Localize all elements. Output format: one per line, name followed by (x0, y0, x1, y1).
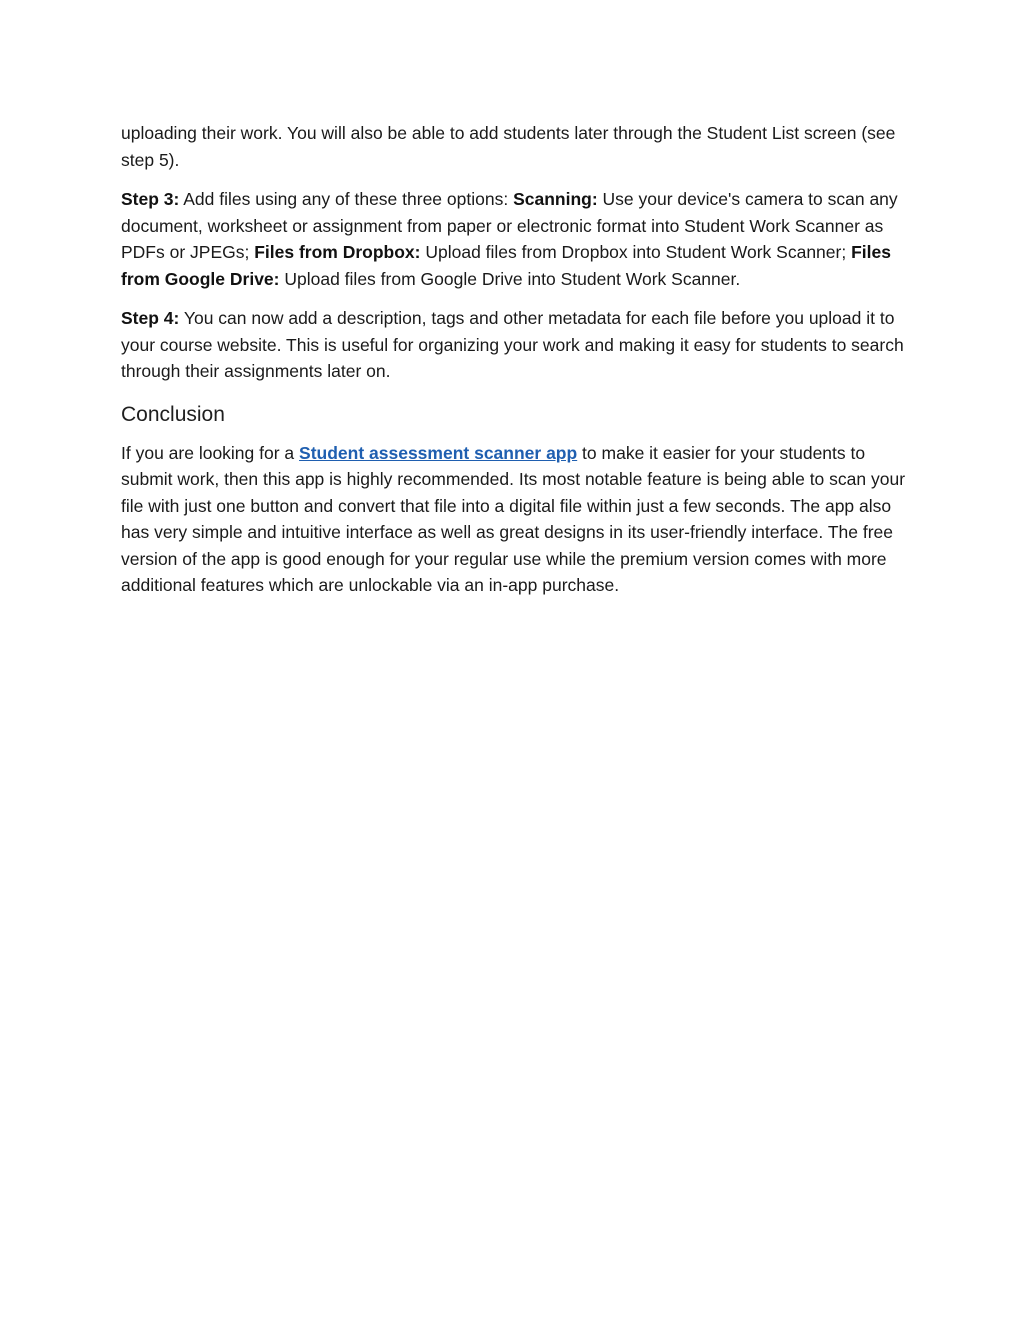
step4-text: You can now add a description, tags and other metadata for each file before you upload it to your course website. This is useful for organizing your work and making it easy for students to search through their assignments later on. (121, 308, 904, 381)
step4-label: Step 4: (121, 308, 180, 328)
dropbox-text: Upload files from Dropbox into Student Work Scanner; (420, 242, 852, 262)
document-page (121, 120, 906, 612)
step3-text: Add files using any of these three options: (179, 189, 514, 209)
student-assessment-scanner-app-link[interactable]: Student assessment scanner app (299, 442, 578, 463)
conclusion-text-after: to make it easier for your students to submit work, then this app is highly recommended. Its most notable feature is being able to scan your file with just one button and convert that file into a digital file within just a few seconds. The app also has very simple and intuitive interface as well as great designs in its user-friendly interface. The free version of the app is good enough for your regular use while the premium version comes with more additional features which are unlockable via an in-app purchase. (121, 442, 906, 595)
conclusion-paragraph (121, 440, 906, 599)
intro-text: uploading their work. You will also be able to add students later through the Student List screen (see step 5). (121, 123, 896, 170)
conclusion-heading: Conclusion (121, 402, 225, 426)
dropbox-label: Files from Dropbox: (254, 242, 421, 262)
intro-paragraph (121, 120, 906, 173)
google-drive-text: Upload files from Google Drive into Student Work Scanner. (279, 268, 741, 289)
scanning-label: Scanning: (513, 189, 598, 209)
google-drive-label: Files from Google Drive: (121, 242, 891, 289)
step3-label: Step 3: (121, 189, 180, 209)
scanning-text: Use your device's camera to scan any document, worksheet or assignment from paper or electronic format into Student Work Scanner as PDFs or JPEGs; (121, 189, 898, 262)
step4-paragraph (121, 305, 906, 385)
step3-paragraph (121, 186, 906, 292)
conclusion-text-before: If you are looking for a (121, 442, 300, 463)
